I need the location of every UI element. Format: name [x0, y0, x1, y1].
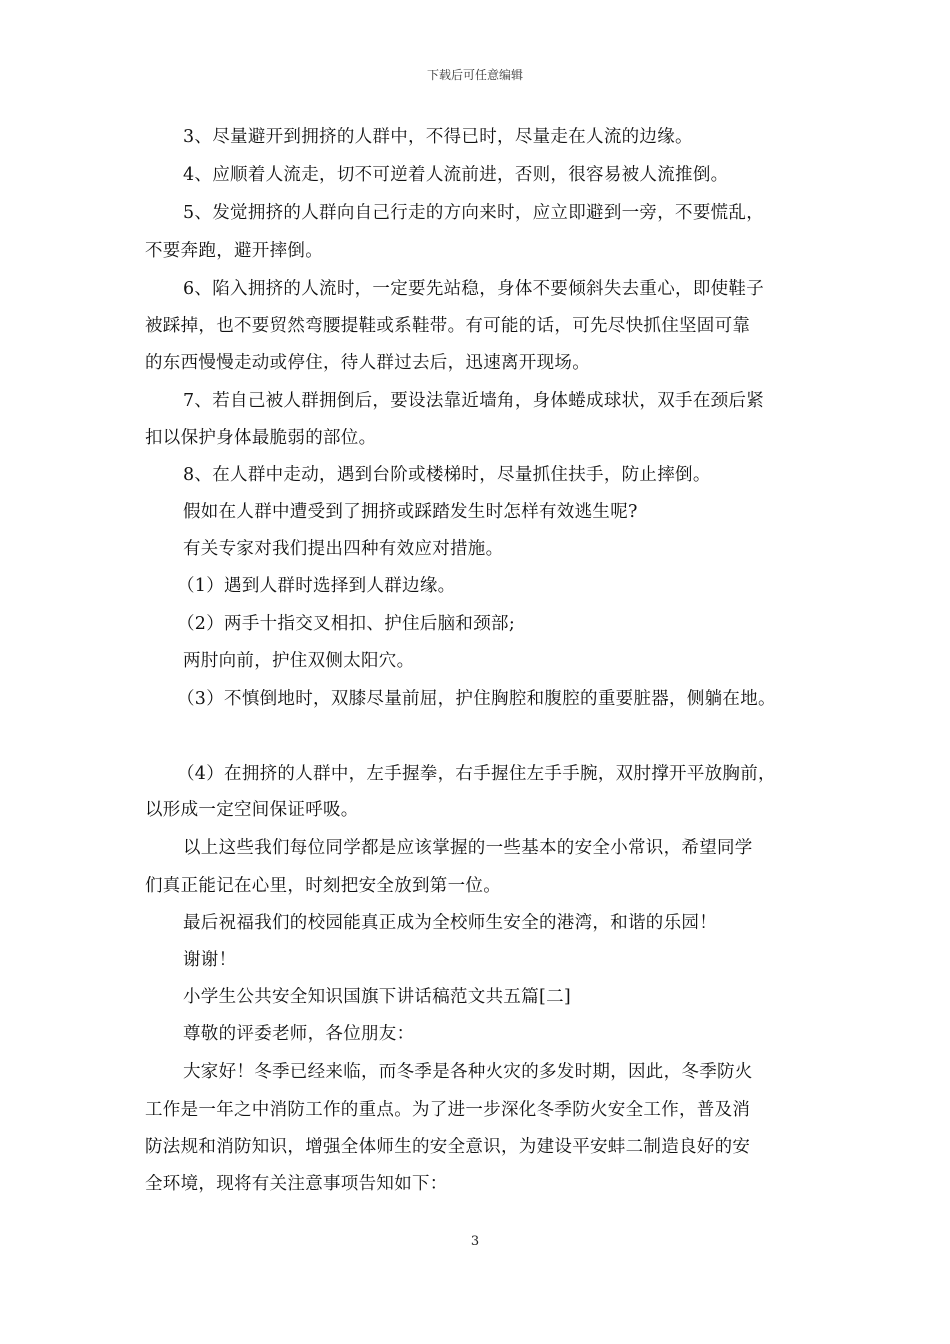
text-line: 两肘向前，护住双侧太阳穴。 [183, 651, 415, 671]
text-line: （2）两手十指交叉相扣、护住后脑和颈部; [177, 614, 516, 634]
text-line: 防法规和消防知识，增强全体师生的安全意识，为建设平安蚌二制造良好的安 [145, 1137, 751, 1157]
page-number: 3 [470, 1234, 480, 1249]
section-title: 小学生公共安全知识国旗下讲话稿范文共五篇[二] [183, 987, 572, 1007]
text-line: 4、应顺着人流走，切不可逆着人流前进，否则，很容易被人流推倒。 [183, 165, 729, 185]
text-line: 大家好！冬季已经来临，而冬季是各种火灾的多发时期，因此，冬季防火 [183, 1062, 753, 1082]
text-line: 假如在人群中遭受到了拥挤或踩踏发生时怎样有效逃生呢? [183, 502, 638, 522]
text-line: 以上这些我们每位同学都是应该掌握的一些基本的安全小常识，希望同学 [183, 838, 753, 858]
text-line: 尊敬的评委老师，各位朋友： [183, 1024, 415, 1044]
text-line: 有关专家对我们提出四种有效应对措施。 [183, 539, 504, 559]
text-line: 5、发觉拥挤的人群向自己行走的方向来时，应立即避到一旁，不要慌乱， [183, 203, 765, 223]
text-line: 3、尽量避开到拥挤的人群中，不得已时，尽量走在人流的边缘。 [183, 127, 693, 147]
text-line: 6、陷入拥挤的人流时，一定要先站稳，身体不要倾斜失去重心，即使鞋子 [183, 279, 765, 299]
text-line: 全环境，现将有关注意事项告知如下： [145, 1174, 448, 1194]
text-line: 7、若自己被人群拥倒后，要设法靠近墙角，身体蜷成球状，双手在颈后紧 [183, 391, 765, 411]
text-line: 谢谢！ [183, 950, 237, 970]
text-line: 不要奔跑，避开摔倒。 [145, 241, 323, 261]
text-line: 以形成一定空间保证呼吸。 [145, 800, 359, 820]
page-header: 下载后可任意编辑 [426, 68, 523, 82]
text-line: （1）遇到人群时选择到人群边缘。 [177, 576, 456, 596]
text-line: 们真正能记在心里，时刻把安全放到第一位。 [145, 876, 501, 896]
text-line: 的东西慢慢走动或停住，待人群过去后，迅速离开现场。 [145, 353, 590, 373]
text-line: 扣以保护身体最脆弱的部位。 [145, 428, 377, 448]
text-line: （4）在拥挤的人群中，左手握拳，右手握住左手手腕，双肘撑开平放胸前， [177, 764, 776, 784]
text-line: 被踩掉，也不要贸然弯腰提鞋或系鞋带。有可能的话，可先尽快抓住坚固可靠 [145, 316, 751, 336]
text-line: 最后祝福我们的校园能真正成为全校师生安全的港湾，和谐的乐园！ [183, 913, 717, 933]
text-line: 工作是一年之中消防工作的重点。为了进一步深化冬季防火安全工作，普及消 [145, 1100, 751, 1120]
text-line: 8、在人群中走动，遇到台阶或楼梯时，尽量抓住扶手，防止摔倒。 [183, 465, 711, 485]
text-line: （3）不慎倒地时，双膝尽量前屈，护住胸腔和腹腔的重要脏器，侧躺在地。 [177, 689, 776, 709]
